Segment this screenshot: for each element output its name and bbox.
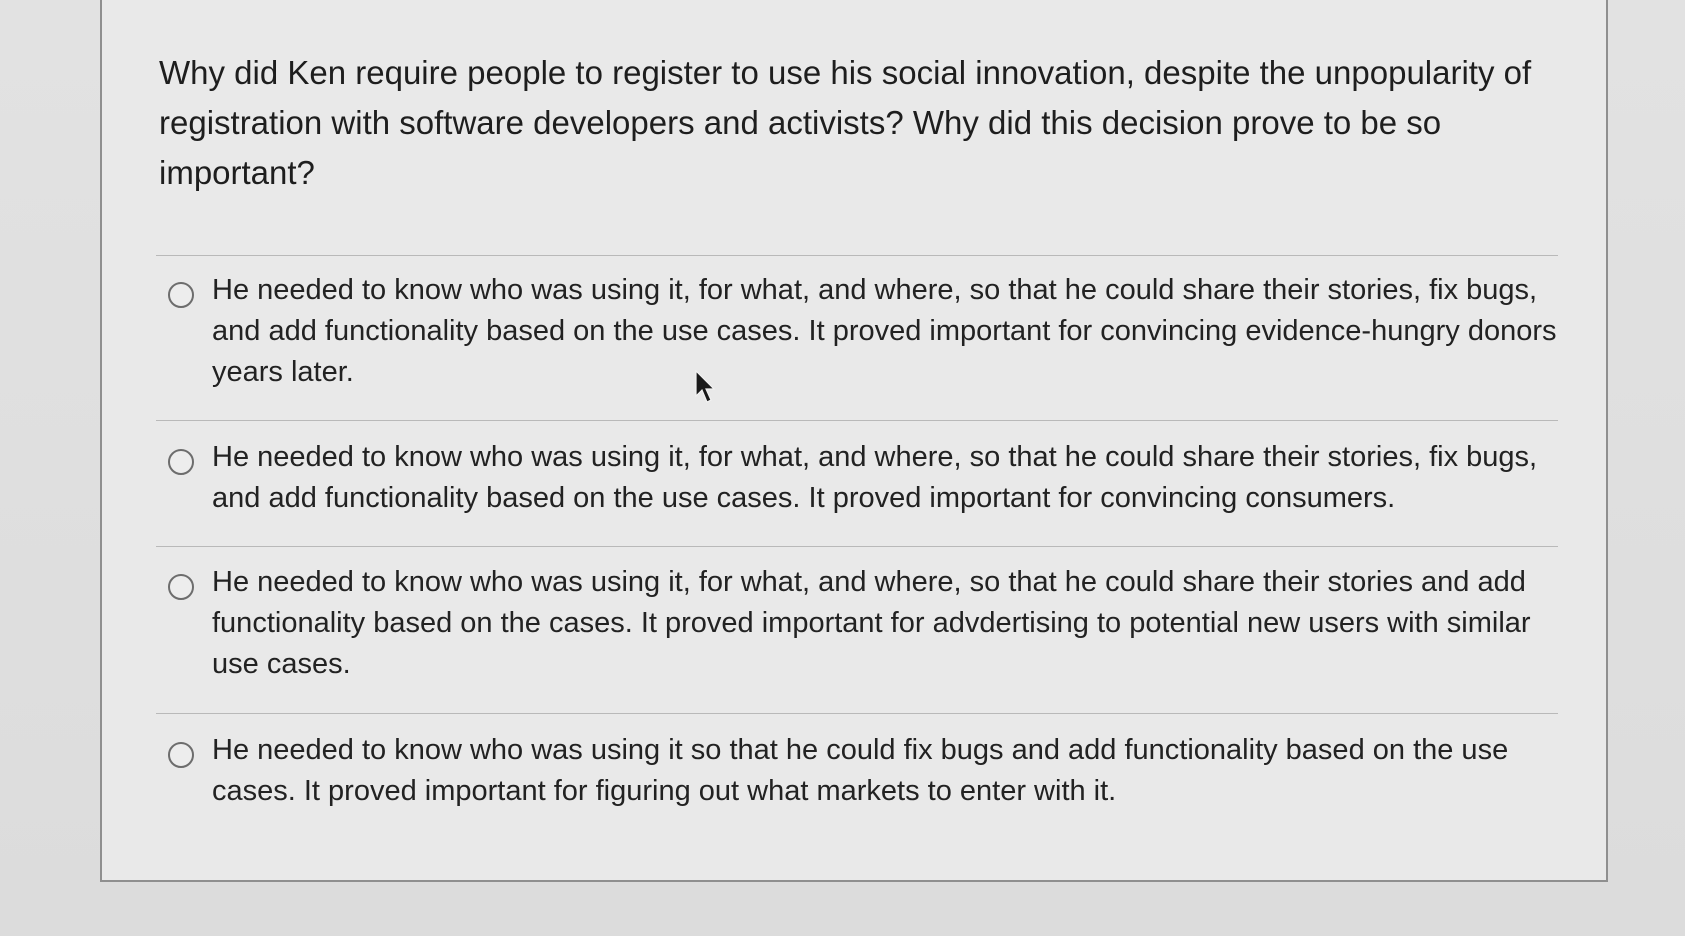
radio-unchecked-icon[interactable]	[168, 449, 194, 475]
answer-option-label: He needed to know who was using it, for what, and where, so that he could share their stories and add functionality based on the cases. It proved important for advdertising to potential new users with similar use cases.	[212, 566, 1531, 680]
answer-option-1[interactable]	[160, 270, 1580, 395]
divider	[156, 713, 1558, 714]
answer-option-4[interactable]	[160, 730, 1580, 815]
answer-option-3[interactable]	[160, 562, 1580, 687]
mouse-pointer-icon	[694, 370, 716, 404]
question-card	[100, 0, 1608, 882]
answer-option-label: He needed to know who was using it so that he could fix bugs and add functionality based on the use cases. It proved important for figuring out what markets to enter with it.	[212, 734, 1509, 807]
divider	[156, 255, 1558, 256]
radio-unchecked-icon[interactable]	[168, 742, 194, 768]
radio-unchecked-icon[interactable]	[168, 282, 194, 308]
divider	[156, 546, 1558, 547]
answer-option-2[interactable]	[160, 437, 1580, 522]
answer-option-label: He needed to know who was using it, for what, and where, so that he could share their stories, fix bugs, and add functionality based on the use cases. It proved important for convincing evidence-hungry donors years later.	[212, 274, 1557, 388]
divider	[156, 420, 1558, 421]
radio-unchecked-icon[interactable]	[168, 574, 194, 600]
answer-option-label: He needed to know who was using it, for what, and where, so that he could share their stories, fix bugs, and add functionality based on the use cases. It proved important for convincing consumers.	[212, 441, 1538, 514]
question-text: Why did Ken require people to register to use his social innovation, despite the unpopularity of registration with software developers and activists? Why did this decision prove to be so important?	[159, 54, 1532, 191]
